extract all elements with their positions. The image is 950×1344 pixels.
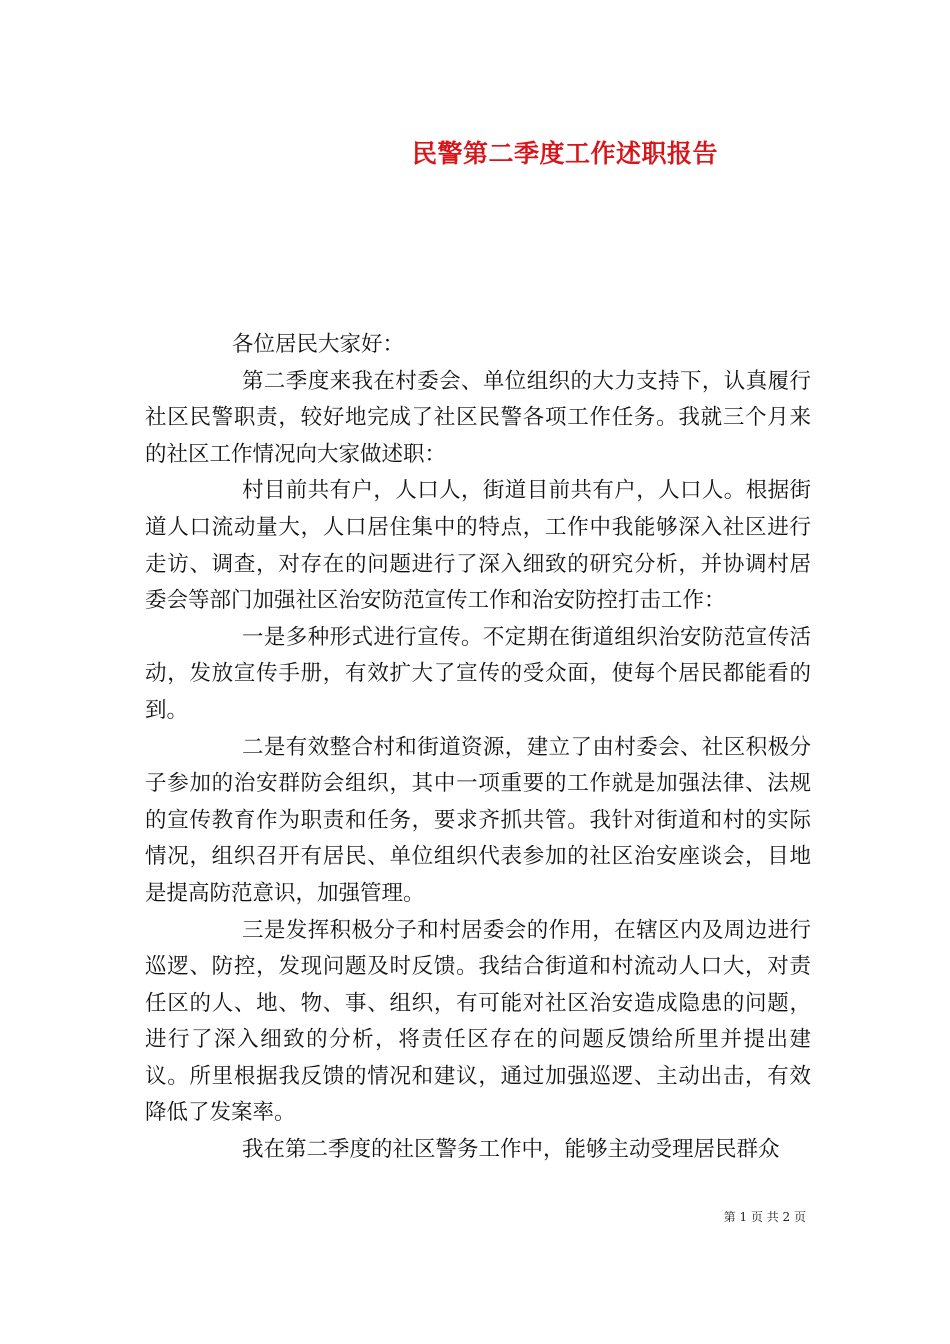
paragraph-continued: 我在第二季度的社区警务工作中，能够主动受理居民群众 — [242, 1137, 780, 1163]
page-number: 第 1 页 共 2 页 — [723, 1210, 806, 1224]
greeting-line: 各位居民大家好： — [232, 332, 405, 357]
paragraph-point-two: 二是有效整合村和街道资源，建立了由村委会、社区积极分子参加的治安群防会组织，其中一项重要的工作就是加强法律、法规的宣传教育作为职责和任务，要求齐抓共管。我针对街道和村的实际情况，组织召开有居民、单位组织代表参加的社区治安座谈会，目地是提高防范意识，加强管理。 — [145, 734, 811, 906]
document-body — [145, 327, 811, 1169]
paragraph-point-one: 一是多种形式进行宣传。不定期在街道组织治安防范宣传活动，发放宣传手册，有效扩大了宣传的受众面，使每个居民都能看的到。 — [145, 624, 811, 723]
paragraph-point-three: 三是发挥积极分子和村居委会的作用，在辖区内及周边进行巡逻、防控，发现问题及时反馈。我结合街道和村流动人口大，对责任区的人、地、物、事、组织，有可能对社区治安造成隐患的问题，进行了深入细致的分析，将责任区存在的问题反馈给所里并提出建议。所里根据我反馈的情况和建议，通过加强巡逻、主动出击，有效降低了发案率。 — [145, 917, 811, 1126]
document-title: 民警第二季度工作述职报告 — [411, 139, 718, 168]
paragraph-overview: 村目前共有户，人口人，街道目前共有户，人口人。根据街道人口流动量大，人口居住集中的特点，工作中我能够深入社区进行走访、调查，对存在的问题进行了深入细致的研究分析，并协调村居委会等部门加强社区治安防范宣传工作和治安防控打击工作： — [145, 478, 811, 614]
paragraph-intro: 第二季度来我在村委会、单位组织的大力支持下，认真履行社区民警职责，较好地完成了社区民警各项工作任务。我就三个月来的社区工作情况向大家做述职： — [145, 368, 811, 467]
